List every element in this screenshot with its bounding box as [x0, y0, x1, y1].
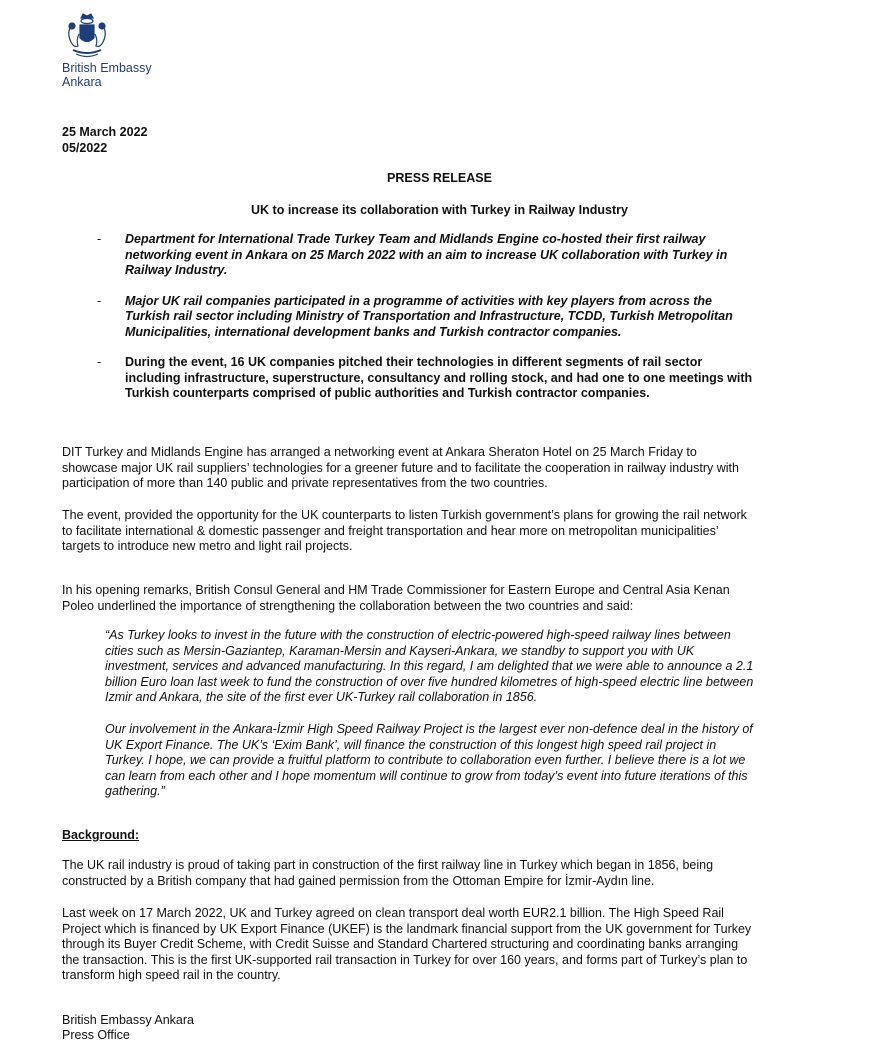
org-line-2: Ankara: [62, 75, 102, 89]
document-title: PRESS RELEASE: [387, 171, 492, 185]
body-paragraph: Last week on 17 March 2022, UK and Turkey agreed on clean transport deal worth EUR2.1 billion. The High Speed Rail Project which is financed by UK Export Finance (UKEF) is the landmark financial support from the UK government for Turkey through its Buyer Credit Scheme, with Credit Suisse and Standard Chartered structuring and coordinating banks arranging the transaction. This is the first UK-supported rail transaction in Turkey for over 160 years, and forms part of Turkey’s plan to transform high speed rail in the country.: [62, 906, 752, 982]
bullet-dash: -: [97, 355, 102, 369]
bullet-item: [97, 355, 757, 402]
release-date: 25 March 2022: [62, 125, 148, 139]
bullet-dash: -: [97, 293, 102, 308]
summary-bullets: [97, 232, 757, 417]
release-meta: [62, 124, 147, 156]
signature-line-1: British Embassy Ankara: [62, 1013, 194, 1027]
document-subtitle: UK to increase its collaboration with Turkey in Railway Industry: [251, 203, 628, 217]
bullet-item: [97, 294, 757, 341]
bullet-text: Major UK rail companies participated in a programme of activities with key players from across the Turkish rail sector including Ministry of Transportation and Infrastructure, TCDD, Turkish Metropolitan Municipalities, international development banks and Turkish contractor companies.: [125, 293, 733, 339]
body-paragraph: The UK rail industry is proud of taking part in construction of the first railway line in Turkey which began in 1856, being constructed by a British company that had gained permission from the Ottoman Empire for İzmir-Aydın line.: [62, 858, 714, 888]
body-paragraph: The event, provided the opportunity for the UK counterparts to listen Turkish government’s plans for growing the rail network to facilitate international & domestic passenger and freight transportation and hear more on metropolitan municipalities’ targets to introduce new metro and light rail projects.: [62, 508, 747, 553]
organization-name: [62, 61, 152, 89]
bullet-text: During the event, 16 UK companies pitched their technologies in different segments of rail sector including infrastructure, superstructure, consultancy and rolling stock, and had one to one meetings with Turkish counterparts comprised of public authorities and Turkish contractor companies.: [125, 355, 753, 400]
body-paragraph: DIT Turkey and Midlands Engine has arranged a networking event at Ankara Sheraton Hotel on 25 March Friday to showcase major UK rail suppliers’ technologies for a greener future and to facilitate the cooperation in railway industry with participation of more than 140 public and private representatives from the two countries.: [62, 445, 739, 490]
body-paragraph: In his opening remarks, British Consul General and HM Trade Commissioner for Eastern Europe and Central Asia Kenan Poleo underlined the importance of strengthening the collaboration between the two countries and said:: [62, 583, 730, 613]
release-reference: 05/2022: [62, 141, 108, 155]
quote-paragraph: “As Turkey looks to invest in the future with the construction of electric-powered high-speed railway lines between cities such as Mersin-Gaziantep, Karaman-Mersin and Kayseri-Ankara, we standby to support you with UK investment, services and advanced manufacturing. In this regard, I am delighted that we were able to announce a 2.1 billion Euro loan last week to fund the construction of over five hundred kilometres of high-speed electric line between Izmir and Ankara, the site of the first ever UK-Turkey rail collaboration in 1856.: [105, 628, 754, 704]
bullet-text: Department for International Trade Turkey Team and Midlands Engine co-hosted their first railway networking event in Ankara on 25 March 2022 with an aim to increase UK collaboration with Turkey in Railway Industry.: [125, 232, 728, 277]
background-heading: Background:: [62, 828, 140, 842]
royal-coat-of-arms-icon: [62, 12, 112, 60]
org-line-1: British Embassy: [62, 61, 152, 75]
signature-block: [62, 1013, 194, 1043]
bullet-dash: -: [97, 232, 102, 246]
quote-paragraph: Our involvement in the Ankara-İzmir High Speed Railway Project is the largest ever non-defence deal in the history of UK Export Finance. The UK’s ‘Exim Bank’, will finance the construction of this longest high speed rail project in Turkey. I hope, we can provide a fruitful platform to contribute to collaboration even further. I believe there is a lot we can learn from each other and I hope momentum will continue to grow from today’s event into future iterations of this gathering.”: [105, 722, 753, 798]
signature-line-2: Press Office: [62, 1028, 130, 1042]
bullet-item: [97, 232, 757, 279]
